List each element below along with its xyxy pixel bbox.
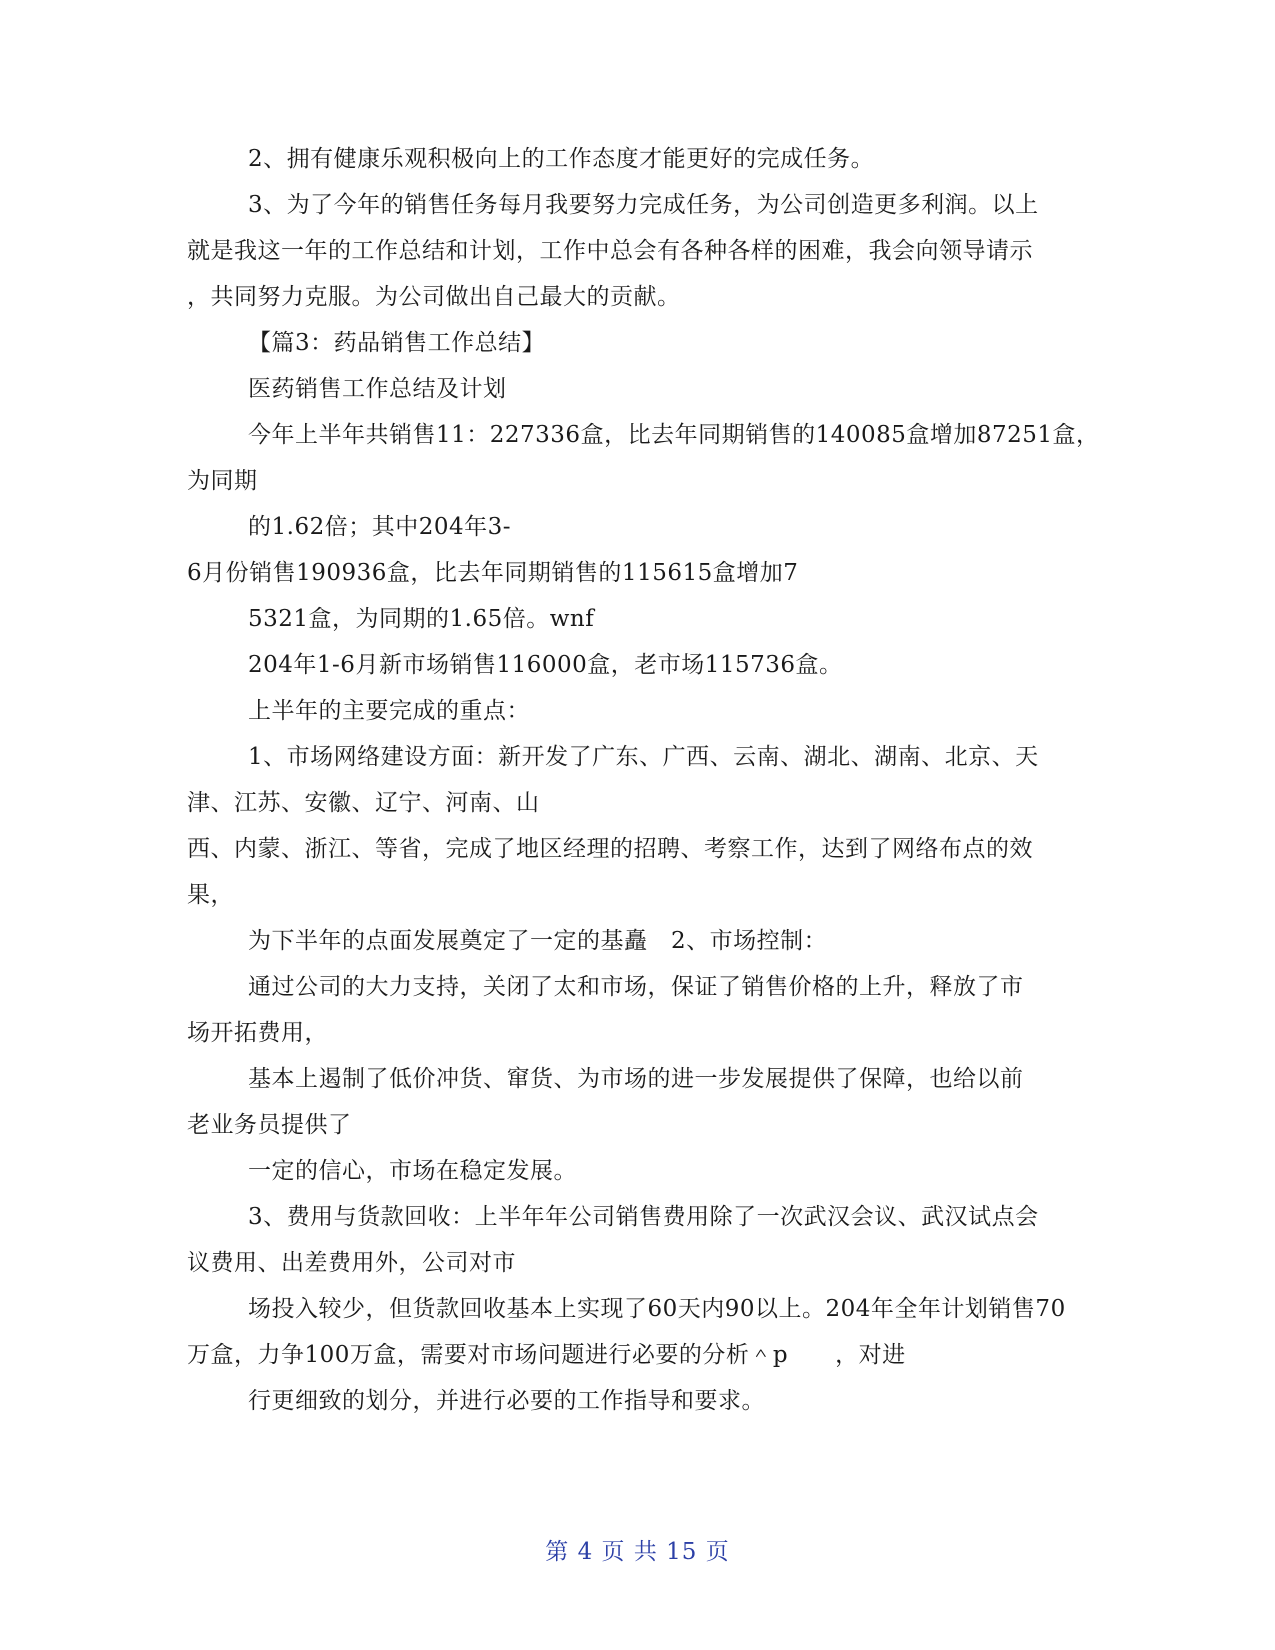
paragraph-line: 津、江苏、安徽、辽宁、河南、山 bbox=[187, 790, 540, 816]
section-heading: 【篇3：药品销售工作总结】 bbox=[248, 330, 546, 356]
paragraph-line: 医药销售工作总结及计划 bbox=[248, 376, 507, 402]
paragraph-line: 场开拓费用， bbox=[187, 1020, 328, 1046]
paragraph-line: 老业务员提供了 bbox=[187, 1112, 352, 1138]
paragraph-line: 万盒，力争100万盒，需要对市场问题进行必要的分析＾p ，对进 bbox=[187, 1342, 906, 1368]
paragraph-line: 议费用、出差费用外，公司对市 bbox=[187, 1250, 516, 1276]
paragraph-line: 5321盒，为同期的1.65倍。wnf bbox=[248, 606, 595, 632]
paragraph-line: 上半年的主要完成的重点： bbox=[248, 698, 530, 724]
paragraph-line: 3、为了今年的销售任务每月我要努力完成任务，为公司创造更多利润。以上 bbox=[248, 192, 1039, 218]
paragraph-line: 基本上遏制了低价冲货、窜货、为市场的进一步发展提供了保障，也给以前 bbox=[248, 1066, 1024, 1092]
paragraph-line: 的1.62倍；其中204年3- bbox=[248, 514, 512, 540]
paragraph-line: 场投入较少，但货款回收基本上实现了60天内90以上。204年全年计划销售70 bbox=[248, 1296, 1066, 1322]
paragraph-line: 1、市场网络建设方面：新开发了广东、广西、云南、湖北、湖南、北京、天 bbox=[248, 744, 1039, 770]
paragraph-line: 为同期 bbox=[187, 468, 258, 494]
paragraph-line: 2、拥有健康乐观积极向上的工作态度才能更好的完成任务。 bbox=[248, 146, 875, 172]
paragraph-line: 今年上半年共销售11：227336盒，比去年同期销售的140085盒增加87251盒， bbox=[248, 422, 1100, 448]
paragraph-line: 西、内蒙、浙江、等省，完成了地区经理的招聘、考察工作，达到了网络布点的效 bbox=[187, 836, 1033, 862]
paragraph-line: 6月份销售190936盒，比去年同期销售的115615盒增加7 bbox=[187, 560, 799, 586]
paragraph-line: 行更细致的划分，并进行必要的工作指导和要求。 bbox=[248, 1388, 765, 1414]
paragraph-line: 果， bbox=[187, 882, 234, 908]
paragraph-line: 为下半年的点面发展奠定了一定的基矗 2、市场控制： bbox=[248, 928, 828, 954]
paragraph-line: 通过公司的大力支持，关闭了太和市场，保证了销售价格的上升，释放了市 bbox=[248, 974, 1024, 1000]
paragraph-line: ，共同努力克服。为公司做出自己最大的贡献。 bbox=[187, 284, 681, 310]
paragraph-line: 204年1-6月新市场销售116000盒，老市场115736盒。 bbox=[248, 652, 843, 678]
paragraph-line: 一定的信心，市场在稳定发展。 bbox=[248, 1158, 577, 1184]
paragraph-line: 3、费用与货款回收：上半年年公司销售费用除了一次武汉会议、武汉试点会 bbox=[248, 1204, 1039, 1230]
paragraph-line: 就是我这一年的工作总结和计划，工作中总会有各种各样的困难，我会向领导请示 bbox=[187, 238, 1033, 264]
page-number-footer: 第 4 页 共 15 页 bbox=[545, 1539, 730, 1565]
